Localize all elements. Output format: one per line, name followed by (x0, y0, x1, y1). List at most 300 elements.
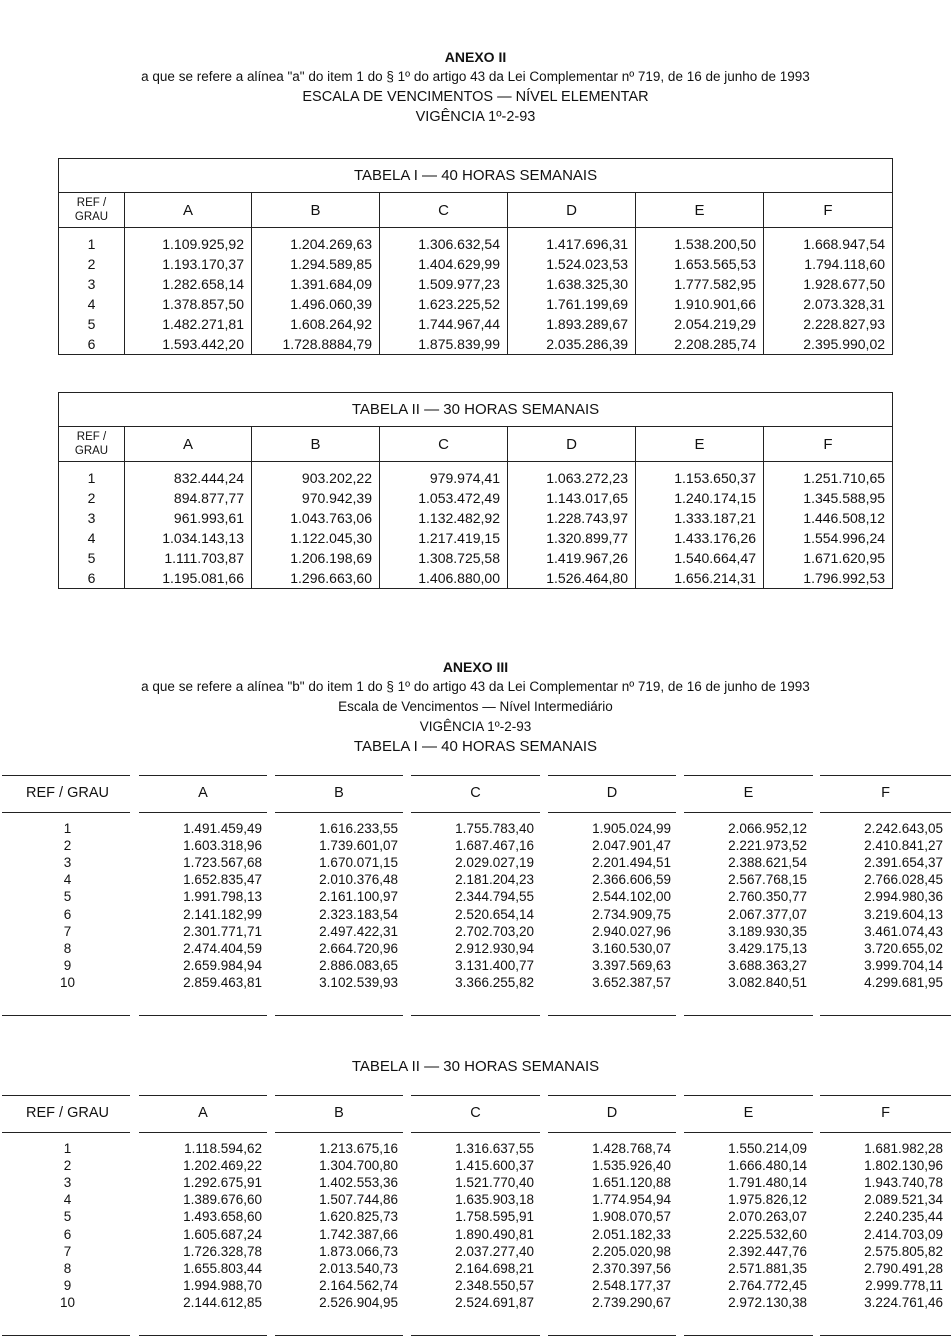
value-cell: 1.742.387,66 (319, 1226, 398, 1242)
rule-line (820, 775, 951, 776)
rule-line (411, 812, 540, 813)
value-cell: 1.213.675,16 (319, 1141, 398, 1156)
rule-line (139, 812, 267, 813)
column-header: D (606, 785, 618, 801)
value-cell: 1.053.472,49 (380, 488, 508, 508)
value-cell: 1.316.637,55 (455, 1141, 534, 1156)
value-cell: 1.043.763,06 (252, 508, 380, 528)
table-row (0, 888, 951, 905)
value-cell: 2.739.290,67 (592, 1294, 671, 1310)
value-cell: 2.999.778,11 (865, 1277, 943, 1293)
value-cell: 1.670.071,15 (319, 855, 398, 871)
value-cell: 2.702.703,20 (455, 923, 534, 939)
value-cell: 2.201.494,51 (592, 855, 671, 871)
value-cell: 1.419.967,26 (508, 548, 636, 568)
value-cell: 2.790.491,28 (864, 1260, 943, 1276)
value-cell: 2.225.532,60 (728, 1226, 807, 1242)
column-header: B (334, 785, 344, 801)
value-cell: 1.681.982,28 (864, 1141, 943, 1156)
value-cell: 1.893.289,67 (508, 314, 636, 334)
ref-grau-header: REF / GRAU (26, 785, 109, 801)
anexo3-header (0, 657, 951, 737)
value-cell: 1.726.328,78 (183, 1243, 262, 1259)
value-cell: 1.777.582,95 (636, 274, 764, 294)
value-cell: 2.208.285,74 (636, 334, 764, 355)
value-cell: 1.320.899,77 (508, 528, 636, 548)
value-cell: 3.999.704,14 (864, 957, 943, 973)
table-row (0, 820, 951, 837)
ref-grau-header (59, 427, 125, 462)
value-cell: 1.535.926,40 (592, 1158, 671, 1174)
value-cell: 3.720.655,02 (864, 940, 943, 956)
anexo2-header (0, 47, 951, 127)
column-header: F (881, 785, 890, 801)
value-cell: 1.109.925,92 (125, 228, 252, 255)
value-cell: 2.526.904,95 (319, 1294, 398, 1310)
table-row (0, 1191, 951, 1208)
ref-cell: 5 (59, 548, 125, 568)
table-row (0, 923, 951, 940)
value-cell: 1.651.120,88 (592, 1175, 671, 1191)
value-cell: 2.388.621,54 (728, 855, 807, 871)
anexo2-scale: ESCALA DE VENCIMENTOS — NÍVEL ELEMENTAR (302, 89, 649, 105)
value-cell: 2.164.698,21 (455, 1260, 534, 1276)
value-cell: 2.242.643,05 (864, 821, 943, 836)
anexo2-table-ii (58, 392, 893, 589)
value-cell: 1.496.060,39 (252, 294, 380, 314)
rule-line (820, 1132, 951, 1133)
value-cell: 1.132.482,92 (380, 508, 508, 528)
ref-cell: 3 (59, 508, 125, 528)
anexo3-title: ANEXO III (442, 659, 509, 675)
value-cell: 1.875.839,99 (380, 334, 508, 355)
rule-line (2, 1015, 130, 1016)
rule-line (275, 1335, 403, 1336)
ref-cell: 3 (63, 1175, 72, 1191)
rule-line (684, 1335, 813, 1336)
rule-line (275, 1095, 403, 1096)
value-cell: 1.482.271,81 (125, 314, 252, 334)
anexo2-title: ANEXO II (444, 49, 507, 65)
table-row (0, 854, 951, 871)
value-cell: 2.164.562,74 (319, 1277, 398, 1293)
value-cell: 2.972.130,38 (728, 1294, 807, 1310)
ref-cell: 2 (59, 488, 125, 508)
value-cell: 3.461.074,43 (864, 923, 943, 939)
value-cell: 1.666.480,14 (728, 1158, 807, 1174)
value-cell: 1.391.684,09 (252, 274, 380, 294)
value-cell: 1.603.318,96 (183, 838, 262, 854)
value-cell: 2.205.020,98 (592, 1243, 671, 1259)
value-cell: 2.221.973,52 (728, 838, 807, 854)
value-cell: 1.282.658,14 (125, 274, 252, 294)
column-header: C (380, 193, 508, 228)
value-cell: 3.429.175,13 (728, 940, 807, 956)
table-row (59, 528, 893, 548)
value-cell: 3.131.400,77 (455, 957, 534, 973)
table-row (59, 314, 893, 334)
value-cell: 2.181.204,23 (455, 872, 534, 888)
ref-header-line: REF / (76, 197, 107, 209)
ref-cell: 10 (59, 1294, 76, 1310)
column-header: A (198, 1105, 208, 1121)
value-cell: 2.395.990,02 (764, 334, 893, 355)
value-cell: 3.688.363,27 (728, 957, 807, 973)
value-cell: 2.391.654,37 (864, 855, 943, 871)
value-cell: 2.051.182,33 (592, 1226, 671, 1242)
ref-grau-header: REF / GRAU (26, 1105, 109, 1121)
value-cell: 1.943.740,78 (864, 1175, 943, 1191)
column-header: A (125, 427, 252, 462)
rule-line (548, 1335, 676, 1336)
value-cell: 961.993,61 (125, 508, 252, 528)
value-cell: 1.873.066,73 (319, 1243, 398, 1259)
value-cell: 1.540.664,47 (636, 548, 764, 568)
value-cell: 1.034.143,13 (125, 528, 252, 548)
table-caption: TABELA II — 30 HORAS SEMANAIS (59, 393, 893, 427)
anexo3-scale: Escala de Vencimentos — Nível Intermediário (338, 699, 613, 714)
value-cell: 1.153.650,37 (636, 462, 764, 489)
rule-line (2, 1095, 130, 1096)
table-row (0, 871, 951, 888)
value-cell: 2.054.219,29 (636, 314, 764, 334)
table-row (59, 228, 893, 255)
ref-cell: 9 (63, 957, 72, 973)
rule-line (548, 1095, 676, 1096)
ref-cell: 7 (63, 1243, 72, 1259)
rule-line (684, 812, 813, 813)
table-row (0, 1277, 951, 1294)
anexo3-table-ii-caption: TABELA II — 30 HORAS SEMANAIS (351, 1058, 600, 1075)
value-cell: 1.402.553,36 (319, 1175, 398, 1191)
column-header: D (508, 427, 636, 462)
value-cell: 1.908.070,57 (592, 1209, 671, 1225)
ref-cell: 6 (59, 334, 125, 355)
table-row (0, 837, 951, 854)
value-cell: 1.755.783,40 (455, 821, 534, 836)
rule-line (684, 1095, 813, 1096)
table-row (0, 1208, 951, 1225)
anexo3-vigencia: VIGÊNCIA 1º-2-93 (419, 719, 532, 734)
value-cell: 1.635.903,18 (455, 1192, 534, 1208)
ref-header-line: REF / (76, 431, 107, 443)
value-cell: 1.404.629,99 (380, 254, 508, 274)
value-cell: 1.063.272,23 (508, 462, 636, 489)
value-cell: 1.608.264,92 (252, 314, 380, 334)
table-header-row (59, 193, 893, 228)
column-header: F (881, 1105, 890, 1121)
value-cell: 2.047.901,47 (592, 838, 671, 854)
value-cell: 1.228.743,97 (508, 508, 636, 528)
table-row (0, 1174, 951, 1191)
value-cell: 1.538.200,50 (636, 228, 764, 255)
column-header: A (125, 193, 252, 228)
value-cell: 1.433.176,26 (636, 528, 764, 548)
table-row (0, 1294, 951, 1311)
value-cell: 1.111.703,87 (125, 548, 252, 568)
anexo2-subtitle: a que se refere a alínea "a" do item 1 do § 1º do artigo 43 da Lei Complementar nº 719, de 16 de junho de 1993 (141, 69, 810, 84)
value-cell: 1.758.595,91 (455, 1209, 534, 1225)
value-cell: 1.240.174,15 (636, 488, 764, 508)
value-cell: 2.497.422,31 (319, 923, 398, 939)
anexo3-table-i (0, 775, 951, 1017)
column-header: B (252, 427, 380, 462)
column-header: A (198, 785, 208, 801)
value-cell: 2.548.177,37 (592, 1277, 671, 1293)
rule-line (139, 1015, 267, 1016)
value-cell: 1.687.467,16 (455, 838, 534, 854)
grau-header-line: GRAU (74, 445, 109, 457)
rule-line (820, 1335, 951, 1336)
value-cell: 1.509.977,23 (380, 274, 508, 294)
value-cell: 2.940.027,96 (592, 923, 671, 939)
anexo3-table-i-caption: TABELA I — 40 HORAS SEMANAIS (353, 738, 598, 755)
rule-line (684, 775, 813, 776)
value-cell: 3.102.539,93 (319, 974, 398, 990)
value-cell: 1.493.658,60 (183, 1209, 262, 1225)
value-cell: 1.143.017,65 (508, 488, 636, 508)
value-cell: 1.994.988,70 (183, 1277, 262, 1293)
ref-cell: 5 (59, 314, 125, 334)
value-cell: 2.366.606,59 (592, 872, 671, 888)
table-row (59, 294, 893, 314)
column-header: D (508, 193, 636, 228)
value-cell: 1.728.8884,79 (252, 334, 380, 355)
value-cell: 3.219.604,13 (864, 906, 943, 922)
value-cell: 1.605.687,24 (183, 1226, 262, 1242)
rule-line (548, 775, 676, 776)
value-cell: 2.664.720,96 (319, 940, 398, 956)
value-cell: 1.890.490,81 (455, 1226, 534, 1242)
rule-line (411, 1335, 540, 1336)
value-cell: 3.160.530,07 (592, 940, 671, 956)
value-cell: 2.524.691,87 (455, 1294, 534, 1310)
rule-line (820, 812, 951, 813)
rule-line (684, 1132, 813, 1133)
value-cell: 903.202,22 (252, 462, 380, 489)
value-cell: 1.671.620,95 (764, 548, 893, 568)
table-caption-row (59, 159, 893, 193)
ref-cell: 7 (63, 923, 72, 939)
value-cell: 1.616.233,55 (319, 821, 398, 836)
value-cell: 1.593.442,20 (125, 334, 252, 355)
value-cell: 2.567.768,15 (728, 872, 807, 888)
value-cell: 1.652.835,47 (183, 872, 262, 888)
value-cell: 2.144.612,85 (183, 1294, 262, 1310)
value-cell: 2.161.100,97 (319, 889, 398, 905)
column-header: D (606, 1105, 618, 1121)
value-cell: 1.417.696,31 (508, 228, 636, 255)
column-header: C (470, 1105, 481, 1121)
value-cell: 1.202.469,22 (183, 1158, 262, 1174)
rule-line (548, 1132, 676, 1133)
value-cell: 2.035.286,39 (508, 334, 636, 355)
value-cell: 2.575.805,82 (864, 1243, 943, 1259)
value-cell: 4.299.681,95 (864, 974, 943, 990)
value-cell: 1.204.269,63 (252, 228, 380, 255)
value-cell: 2.544.102,00 (592, 889, 671, 905)
table-row (59, 274, 893, 294)
value-cell: 1.761.199,69 (508, 294, 636, 314)
rule-line (275, 1132, 403, 1133)
value-cell: 1.333.187,21 (636, 508, 764, 528)
column-header: C (380, 427, 508, 462)
ref-cell: 5 (63, 889, 72, 905)
ref-cell: 4 (63, 872, 72, 888)
value-cell: 2.764.772,45 (728, 1277, 807, 1293)
table-row (0, 1140, 951, 1157)
value-cell: 1.991.798,13 (183, 889, 262, 905)
table-caption: TABELA I — 40 HORAS SEMANAIS (59, 159, 893, 193)
value-cell: 1.446.508,12 (764, 508, 893, 528)
column-header: F (764, 193, 893, 228)
value-cell: 1.378.857,50 (125, 294, 252, 314)
table-row (0, 1226, 951, 1243)
value-cell: 2.240.235,44 (864, 1209, 943, 1225)
value-cell: 1.550.214,09 (728, 1141, 807, 1156)
table-row (59, 568, 893, 589)
value-cell: 1.428.768,74 (592, 1141, 671, 1156)
ref-cell: 2 (63, 1158, 72, 1174)
rule-line (684, 1015, 813, 1016)
ref-grau-header (59, 193, 125, 228)
ref-cell: 6 (63, 906, 72, 922)
value-cell: 2.066.952,12 (728, 821, 807, 836)
column-header: B (252, 193, 380, 228)
value-cell: 1.521.770,40 (455, 1175, 534, 1191)
rule-line (139, 1095, 267, 1096)
column-header: C (470, 785, 481, 801)
value-cell: 1.653.565,53 (636, 254, 764, 274)
table-row (0, 1157, 951, 1174)
value-cell: 2.344.794,55 (455, 889, 534, 905)
table-header-row (59, 427, 893, 462)
value-cell: 1.668.947,54 (764, 228, 893, 255)
ref-cell: 4 (59, 294, 125, 314)
rule-line (411, 775, 540, 776)
table-row (59, 488, 893, 508)
value-cell: 1.345.588,95 (764, 488, 893, 508)
value-cell: 1.415.600,37 (455, 1158, 534, 1174)
value-cell: 2.859.463,81 (183, 974, 262, 990)
ref-cell: 4 (59, 528, 125, 548)
value-cell: 2.659.984,94 (183, 957, 262, 973)
anexo2-vigencia: VIGÊNCIA 1º-2-93 (415, 109, 536, 125)
value-cell: 2.013.540,73 (319, 1260, 398, 1276)
rule-line (820, 1095, 951, 1096)
value-cell: 2.370.397,56 (592, 1260, 671, 1276)
ref-cell: 2 (59, 254, 125, 274)
value-cell: 2.029.027,19 (455, 855, 534, 871)
ref-cell: 2 (63, 838, 72, 854)
column-header: B (334, 1105, 344, 1121)
column-header: F (764, 427, 893, 462)
table-row (0, 906, 951, 923)
value-cell: 1.554.996,24 (764, 528, 893, 548)
value-cell: 2.414.703,09 (864, 1226, 943, 1242)
value-cell: 1.928.677,50 (764, 274, 893, 294)
value-cell: 2.392.447,76 (728, 1243, 807, 1259)
ref-cell: 4 (63, 1192, 72, 1208)
value-cell: 1.118.594,62 (184, 1141, 262, 1156)
rule-line (139, 1335, 267, 1336)
table-row (59, 254, 893, 274)
value-cell: 1.294.589,85 (252, 254, 380, 274)
rule-line (139, 775, 267, 776)
value-cell: 1.406.880,00 (380, 568, 508, 589)
rule-line (2, 775, 130, 776)
value-cell: 2.474.404,59 (183, 940, 262, 956)
table-row (59, 508, 893, 528)
value-cell: 1.723.567,68 (183, 855, 262, 871)
rule-line (411, 1132, 540, 1133)
ref-cell: 3 (59, 274, 125, 294)
table-caption-row (59, 393, 893, 427)
value-cell: 979.974,41 (380, 462, 508, 489)
value-cell: 2.760.350,77 (728, 889, 807, 905)
table-row (0, 1260, 951, 1277)
value-cell: 1.308.725,58 (380, 548, 508, 568)
value-cell: 1.507.744,86 (319, 1192, 398, 1208)
value-cell: 2.323.183,54 (319, 906, 398, 922)
table-row (0, 940, 951, 957)
ref-cell: 6 (59, 568, 125, 589)
value-cell: 1.304.700,80 (319, 1158, 398, 1174)
table-row (0, 1243, 951, 1260)
rule-line (411, 1015, 540, 1016)
value-cell: 1.306.632,54 (380, 228, 508, 255)
ref-cell: 1 (63, 821, 72, 836)
value-cell: 2.073.328,31 (764, 294, 893, 314)
rule-line (275, 775, 403, 776)
value-cell: 3.189.930,35 (728, 923, 807, 939)
value-cell: 1.195.081,66 (125, 568, 252, 589)
value-cell: 3.397.569,63 (592, 957, 671, 973)
value-cell: 1.292.675,91 (183, 1175, 262, 1191)
rule-line (2, 1132, 130, 1133)
value-cell: 1.193.170,37 (125, 254, 252, 274)
rule-line (820, 1015, 951, 1016)
rule-line (2, 812, 130, 813)
ref-cell: 1 (63, 1141, 72, 1156)
ref-cell: 3 (63, 855, 72, 871)
value-cell: 3.224.761,46 (864, 1294, 943, 1310)
rule-line (2, 1335, 130, 1336)
value-cell: 1.905.024,99 (592, 821, 671, 836)
column-header: E (743, 1105, 754, 1121)
value-cell: 2.766.028,45 (864, 872, 943, 888)
column-header: E (743, 785, 754, 801)
value-cell: 2.141.182,99 (183, 906, 262, 922)
value-cell: 1.796.992,53 (764, 568, 893, 589)
rule-line (411, 1095, 540, 1096)
value-cell: 2.037.277,40 (455, 1243, 534, 1259)
value-cell: 970.942,39 (252, 488, 380, 508)
table-row (0, 957, 951, 974)
value-cell: 1.744.967,44 (380, 314, 508, 334)
ref-cell: 1 (59, 462, 125, 489)
value-cell: 3.366.255,82 (455, 974, 534, 990)
value-cell: 1.655.803,44 (183, 1260, 262, 1276)
value-cell: 2.410.841,27 (864, 838, 943, 854)
anexo3-table-ii (0, 1095, 951, 1335)
value-cell: 1.122.045,30 (252, 528, 380, 548)
column-header: E (636, 193, 764, 228)
rule-line (548, 812, 676, 813)
value-cell: 1.975.826,12 (728, 1192, 807, 1208)
ref-cell: 9 (63, 1277, 72, 1293)
value-cell: 2.886.083,65 (319, 957, 398, 973)
